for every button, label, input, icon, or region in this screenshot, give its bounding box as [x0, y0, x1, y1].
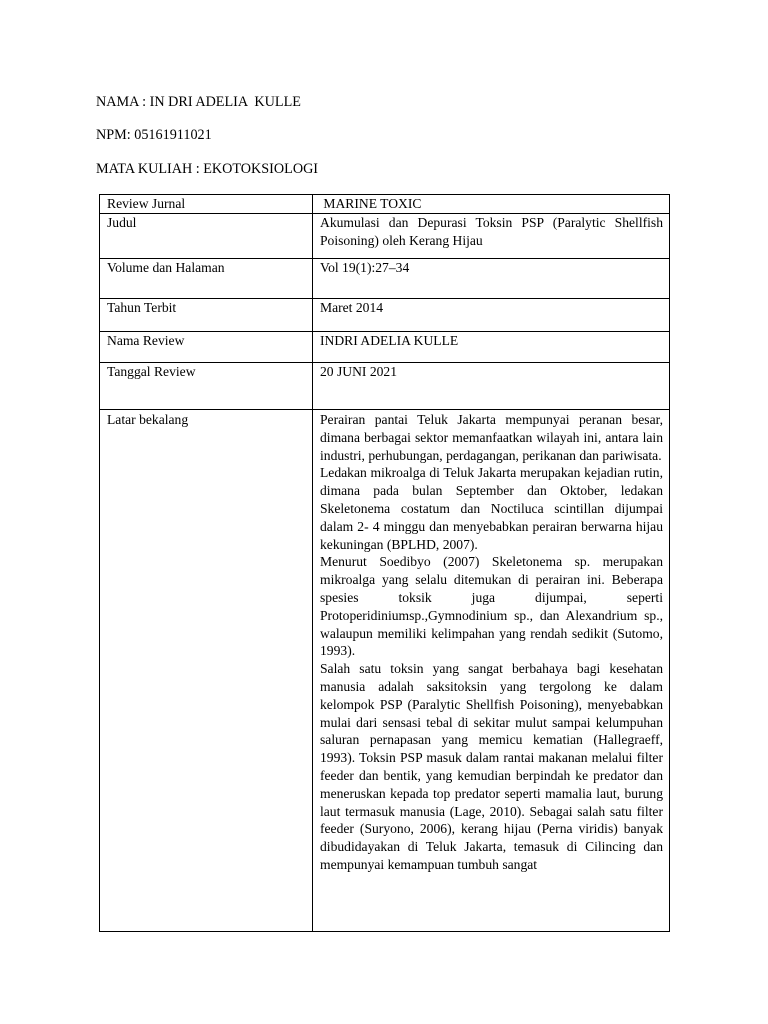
- table-row: [100, 214, 670, 259]
- paragraph: Perairan pantai Teluk Jakarta mempunyai peranan besar, dimana berbagai sektor memanfaatkan wilayah ini, antara lain industri, perhubungan, perdagangan, perikanan dan pariwisata.: [320, 412, 663, 463]
- row-value: MARINE TOXIC: [313, 195, 670, 214]
- row-value: Maret 2014: [313, 299, 670, 332]
- student-npm: NPM: 05161911021: [96, 127, 212, 143]
- row-label: Judul: [100, 214, 313, 259]
- review-table: [99, 194, 670, 932]
- row-label: Volume dan Halaman: [100, 259, 313, 299]
- paragraph: Salah satu toksin yang sangat berbahaya bagi kesehatan manusia adalah saksitoksin yang tergolong ke dalam kelompok PSP (Paralytic Shellfish Poisoning), menyebabkan mulai dari sensasi tebal di sekitar mulut sampai kelumpuhan saluran pernapasan yang memicu kematian (Hallegraeff, 1993). Toksin PSP masuk dalam rantai makanan melalui filter feeder dan bentik, yang kemudian berpindah ke predator dan meneruskan kepada top predator seperti mamalia laut, burung laut termasuk manusia (Lage, 2010). Sebagai salah satu filter feeder (Suryono, 2006), kerang hijau (Perna viridis) banyak dibudidayakan di Teluk Jakarta, temasuk di Cilincing dan mempunyai kemampuan tumbuh sangat: [320, 661, 663, 872]
- course-name: MATA KULIAH : EKOTOKSIOLOGI: [96, 161, 319, 177]
- table-row: [100, 410, 670, 932]
- row-label: Tahun Terbit: [100, 299, 313, 332]
- latar-belakang-text: [313, 410, 670, 932]
- paragraph: Ledakan mikroalga di Teluk Jakarta merupakan kejadian rutin, dimana pada bulan September dan Oktober, ledakan Skeletonema costatum dan Noctiluca scintillan dijumpai dalam 2- 4 minggu dan menyebabkan perairan berwarna hijau kekuningan (BPLHD, 2007).: [320, 465, 663, 552]
- student-name: NAMA : IN DRI ADELIA KULLE: [96, 94, 301, 110]
- row-value: INDRI ADELIA KULLE: [313, 332, 670, 363]
- row-label: Latar bekalang: [100, 410, 313, 932]
- row-label: Tanggal Review: [100, 363, 313, 410]
- row-label: Review Jurnal: [100, 195, 313, 214]
- table-row: [100, 195, 670, 214]
- table-row: [100, 332, 670, 363]
- row-value: Vol 19(1):27–34: [313, 259, 670, 299]
- latar-body: [320, 411, 663, 929]
- table-row: [100, 363, 670, 410]
- table-row: [100, 259, 670, 299]
- table-row: [100, 299, 670, 332]
- row-value: 20 JUNI 2021: [313, 363, 670, 410]
- row-value: Akumulasi dan Depurasi Toksin PSP (Paralytic Shellfish Poisoning) oleh Kerang Hijau: [313, 214, 670, 259]
- row-label: Nama Review: [100, 332, 313, 363]
- paragraph: Menurut Soedibyo (2007) Skeletonema sp. merupakan mikroalga yang selalu ditemukan di perairan ini. Beberapa spesies toksik juga dijumpai, seperti Protoperidiniumsp.,Gymnodinium sp., dan Alexandrium sp., walaupun memiliki kelimpahan yang rendah sedikit (Sutomo, 1993).: [320, 554, 663, 659]
